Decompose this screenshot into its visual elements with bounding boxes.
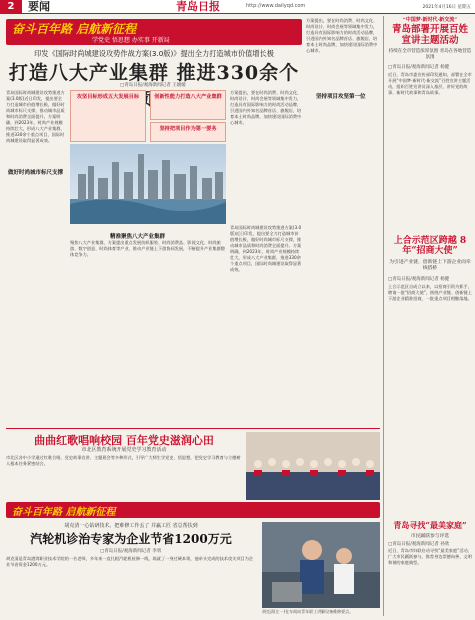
right-body-3: 近日，青岛市妇联启动寻找“最美家庭”活动，广大市民踊跃参与，推荐身边崇德向善、文明和谐的家庭典型。	[388, 548, 472, 565]
feature1-title: 曲曲红歌唱响校园 百年党史滋润心田	[34, 434, 214, 447]
technician-photo-caption: 胡克清(左一)在车间向青年职工讲解设备维修要点。	[262, 609, 354, 614]
info-box-3-title: 坚持把项目作为第一要务	[159, 126, 217, 132]
page-number: 2	[0, 0, 22, 14]
lead-body-col3: 聚焦八大产业集群，方案提出重点发展纺织服装、时尚消费品、影视文化、时尚旅游、数字创意、时尚体育等产业，推动产业链上下游协同发展，不断提升产业集群整体竞争力。	[70, 240, 225, 257]
right-body-1: 近日，青岛市委宣传部印发通知，部署在全市开展“中国梦·新时代·新交流”百姓宣讲主题活动，组织百姓宣讲员深入基层，讲好党的故事、新时代故事和青岛故事。	[388, 72, 472, 95]
banner2-title: 奋斗百年路 启航新征程	[12, 507, 116, 518]
feature2-body: 胡克清是青岛港湾职业技术学院的一名老师，多年来一直扎根汽轮机检修一线，练就了一身过硬本领，他牵头完成的技术攻关项目为企业节省资金1200万元。	[6, 556, 254, 567]
section-rule	[6, 428, 380, 429]
lead-subhead-3: 坚持项目攻坚第一位	[316, 94, 366, 100]
right-headline-3: 青岛寻找“最美家庭”	[393, 520, 467, 530]
info-box-2-title: 创新性能力打造八大产业集群	[154, 94, 222, 100]
right-body-2: 上合示范区自成立以来，以招商引资为抓手，聘请一批“招商大使”，围绕产业链、创新链上下游企业精准招商，一批重点项目相继落地。	[388, 284, 472, 301]
banner-subtitle: 学党史 悟思想 办实事 开新局	[92, 37, 170, 44]
feature1-subtitle: 市北区教育系统开展党史学习教育活动	[81, 447, 167, 453]
banner-title: 奋斗百年路 启航新征程	[12, 22, 137, 36]
dateline: 2021年4月16日 星期五	[422, 5, 471, 10]
right-headline-1: 青岛部署开展百姓宣讲主题活动	[391, 24, 468, 46]
lead-body-col1: 青岛国际时尚城建设攻势推进方案(3.0版)近日印发，提出要全力打造城市价值增长极，做好时尚城市标尺支撑，推动城市品质和时尚消费全面提升。方案明确，到2023年，时尚产业规模持续壮大，形成八大产业集群，推进330余个重点项目，国际时尚城建设取得显著成效。	[6, 90, 65, 143]
lead-body-col4: 青岛国际时尚城建设攻势推进方案(3.0版)近日印发，提出要全力打造城市价值增长极，做好时尚城市标尺支撑，推动城市品质和时尚消费全面提升。方案明确，到2023年，时尚产业规模持续壮大，形成八大产业集群，推进330余个重点项目，国际时尚城建设取得显著成效。	[230, 225, 302, 272]
technician-photo	[262, 522, 380, 608]
right-byline-1: □青岛日报/观海新闻记者 杨健	[388, 65, 450, 70]
lead-body-col2: 方案提出，要在时尚消费、时尚文化、时尚设计、时尚会展等领域集中发力，打造具有国际影响力的时尚活动品牌，引进国内外知名品牌首店、旗舰店，培育本土时尚品牌，加快建设国际消费中心城市。	[230, 90, 302, 125]
lead-headline: 打造八大产业集群 推进330余个	[8, 62, 300, 84]
right-deck-3: 市民踊跃参与评选	[410, 534, 450, 539]
info-box-1	[70, 90, 146, 142]
page-header	[0, 0, 475, 14]
campaign-banner-2	[6, 502, 380, 518]
feature2-title: 汽轮机诊治专家为企业节省1200万元	[30, 532, 232, 546]
column-divider	[383, 16, 384, 616]
right-deck-2: 为引进产业链、创新链上下游企业而牵线搭桥	[389, 260, 471, 271]
feature2-kicker: 胡克清一心钻研技术、把难修工作丢了 并赢工匠 省总帮扶到	[64, 523, 198, 529]
city-skyline-photo	[70, 144, 226, 224]
lead-kicker: 印发《国际时尚城建设攻势作战方案(3.0版)》提出全力打造城市价值增长极	[34, 49, 274, 58]
right-deck-1: 持续在全市营造浓厚氛围 青岛在各地营造氛围	[388, 49, 472, 60]
lead-subhead-2: 精准聚焦八大产业集群	[110, 234, 166, 240]
campaign-banner	[6, 19, 302, 45]
feature1-body: 市北区各中小学通过红歌合唱、党史故事宣讲、主题班会等多种形式，引导广大师生学党史、悟思想，把党史学习教育与立德树人根本任务紧密结合。	[6, 455, 241, 466]
lead-subhead-1: 做好时尚城市标尺支撑	[8, 170, 64, 176]
right-byline-3: □青岛日报/观海新闻记者 孙欣	[388, 542, 450, 547]
feature2-byline: □青岛日报/观海新闻记者 李勇	[100, 549, 162, 554]
right-headline-2: 上合示范区跨越 8年“招商大使”	[393, 236, 467, 256]
info-box-2	[150, 90, 226, 120]
lead-body-col5: 方案提出，要在时尚消费、时尚文化、时尚设计、时尚会展等领域集中发力，打造具有国际影响力的时尚活动品牌，引进国内外知名品牌首店、旗舰店，培育本土时尚品牌，加快建设国际消费中心城市。	[306, 18, 378, 53]
newspaper-logo: 青岛日报	[176, 0, 220, 13]
website-url: http://www.dailyqd.com	[246, 3, 306, 9]
section-name: 要闻	[28, 0, 50, 13]
students-singing-photo	[246, 432, 380, 500]
info-box-3	[150, 122, 226, 142]
right-sidebar-title: “中国梦·新时代·新交流”	[402, 17, 458, 23]
right-byline-2: □青岛日报/观海新闻记者 杨健	[388, 277, 450, 282]
lead-byline: □青岛日报/观海新闻记者 王媛媛	[120, 83, 186, 88]
info-box-1-title: 攻坚目标形成五大发展目标	[76, 94, 140, 100]
